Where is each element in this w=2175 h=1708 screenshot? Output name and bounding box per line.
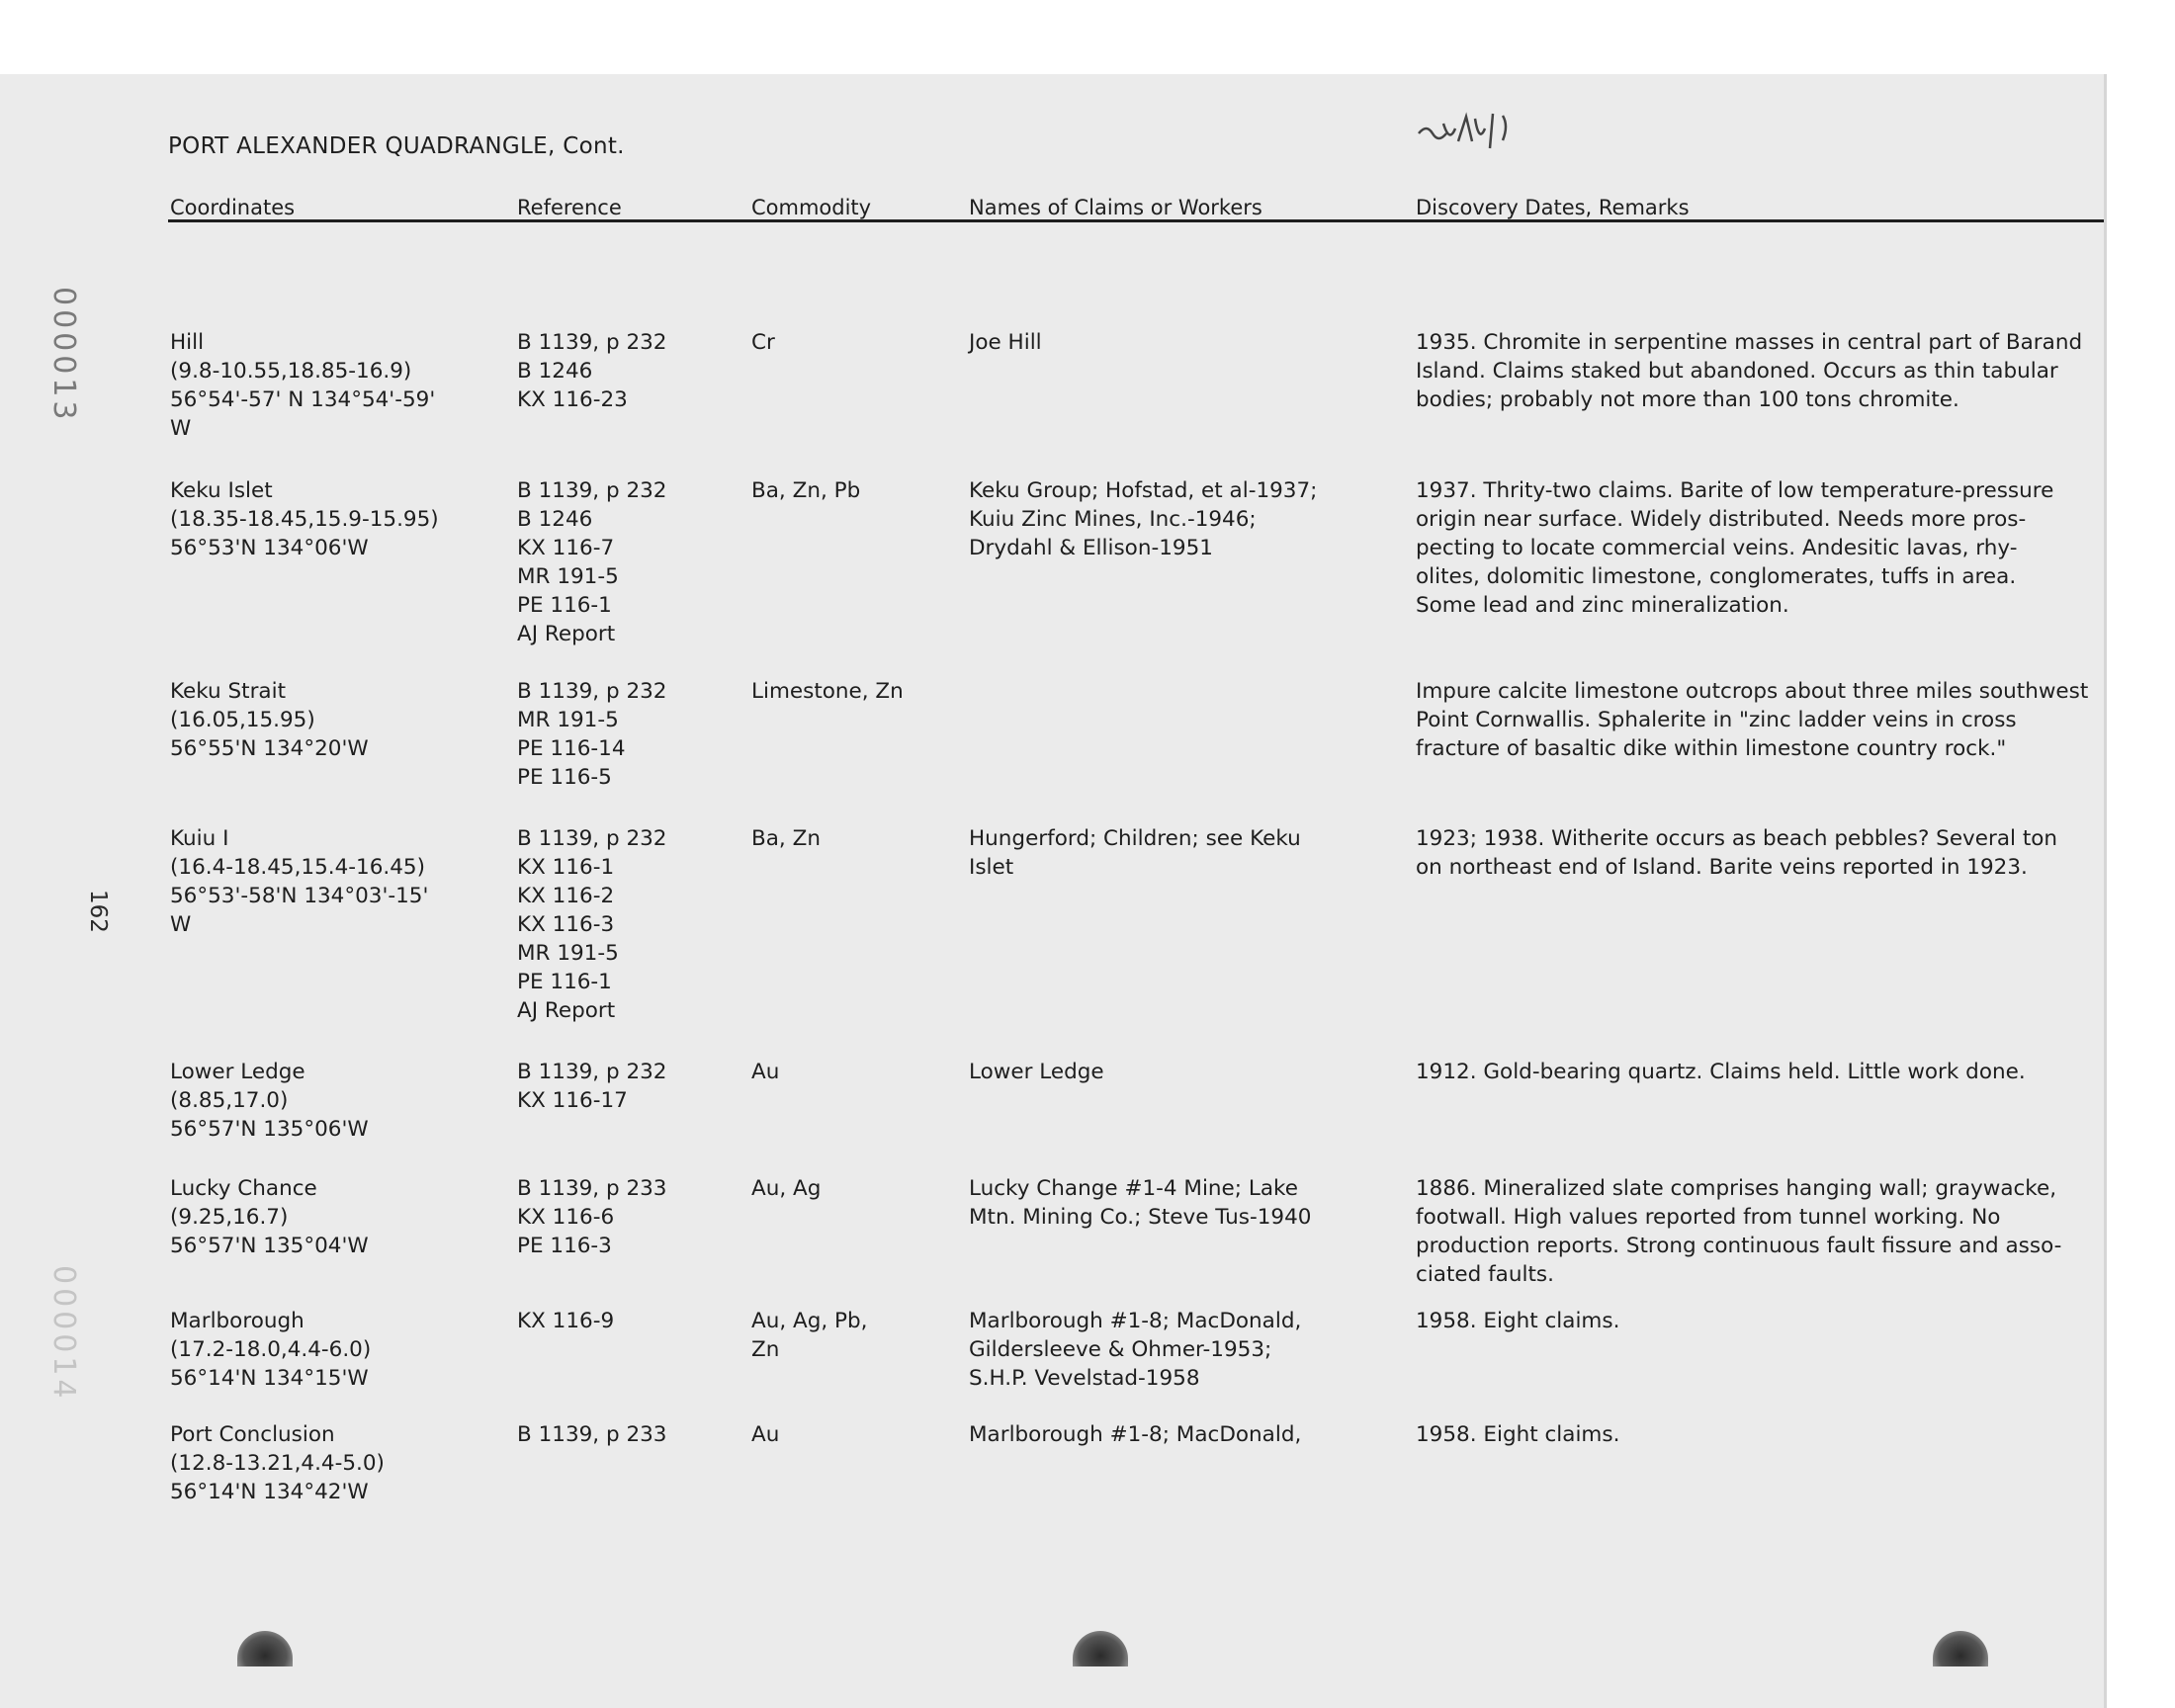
cell-reference [517,1420,667,1449]
cell-remarks [1416,824,2175,882]
cell-line: KX 116-9 [517,1309,615,1333]
cell-line: Hill [170,330,205,355]
cell-line: B 1139, p 232 [517,679,667,704]
archive-stamp-top: 000013 [46,287,81,424]
cell-commodity [751,476,860,505]
cell-line: Lower Ledge [969,1060,1104,1084]
cell-line: Impure calcite limestone outcrops about three miles southwest [1416,679,2089,704]
cell-line: KX 116-2 [517,884,615,908]
cell-line: Marlborough #1-8; MacDonald, [969,1422,1302,1447]
cell-line: Lucky Change #1-4 Mine; Lake [969,1176,1298,1201]
page-number: 162 [85,890,111,933]
cell-line: (9.8-10.55,18.85-16.9) [170,359,412,384]
cell-reference [517,476,667,648]
header-coordinates: Coordinates [170,196,296,219]
cell-line: Marlborough #1-8; MacDonald, [969,1309,1302,1333]
cell-line: B 1246 [517,359,593,384]
cell-line: on northeast end of Island. Barite veins reported in 1923. [1416,855,2028,880]
cell-line: Joe Hill [969,330,1042,355]
cell-line: Au [751,1060,780,1084]
cell-commodity [751,328,775,357]
header-remarks: Discovery Dates, Remarks [1416,196,1690,219]
cell-reference [517,1174,667,1260]
cell-line: (9.25,16.7) [170,1205,289,1230]
cell-line: Ba, Zn, Pb [751,478,861,503]
header-rule [168,219,2104,222]
cell-line: 56°14'N 134°15'W [170,1366,369,1391]
cell-remarks [1416,1174,2175,1289]
cell-reference [517,1058,667,1115]
cell-line: Kuiu I [170,826,229,851]
cell-line: B 1139, p 233 [517,1176,667,1201]
cell-line: 56°54'-57' N 134°54'-59' [170,387,436,412]
cell-line: PE 116-5 [517,765,612,790]
cell-line: KX 116-7 [517,536,615,560]
cell-line: 56°53'N 134°06'W [170,536,369,560]
cell-coordinates [170,1058,369,1144]
cell-commodity [751,1058,779,1086]
cell-line: KX 116-1 [517,855,615,880]
cell-line: B 1139, p 232 [517,1060,667,1084]
cell-line: Lucky Chance [170,1176,317,1201]
cell-coordinates [170,328,435,443]
cell-line: Kuiu Zinc Mines, Inc.-1946; [969,507,1257,532]
cell-line: MR 191-5 [517,708,619,732]
header-commodity: Commodity [751,196,872,219]
cell-line: KX 116-6 [517,1205,615,1230]
cell-line: B 1139, p 232 [517,330,667,355]
cell-line: KX 116-17 [517,1088,628,1113]
cell-line: (12.8-13.21,4.4-5.0) [170,1451,385,1476]
cell-line: 56°53'-58'N 134°03'-15' [170,884,429,908]
cell-line: MR 191-5 [517,564,619,589]
cell-line: bodies; probably not more than 100 tons chromite. [1416,387,1959,412]
cell-line: olites, dolomitic limestone, conglomerates, tuffs in area. [1416,564,2017,589]
cell-line: W [170,416,192,441]
cell-reference [517,1307,614,1335]
cell-line: (17.2-18.0,4.4-6.0) [170,1337,372,1362]
cell-line: AJ Report [517,998,616,1023]
cell-line: fracture of basaltic dike within limestone country rock." [1416,736,2007,761]
cell-line: AJ Report [517,622,616,646]
cell-line: Point Cornwallis. Sphalerite in "zinc ladder veins in cross [1416,708,2017,732]
cell-commodity [751,677,904,706]
cell-line: Cr [751,330,775,355]
cell-names [969,476,1317,562]
cell-coordinates [170,1174,369,1260]
cell-line: PE 116-1 [517,970,612,994]
cell-line: Marlborough [170,1309,304,1333]
cell-line: KX 116-23 [517,387,628,412]
cell-line: 1912. Gold-bearing quartz. Claims held. Little work done. [1416,1060,2026,1084]
cell-line: (18.35-18.45,15.9-15.95) [170,507,439,532]
cell-remarks [1416,1307,2175,1335]
cell-line: W [170,912,192,937]
cell-line: B 1139, p 232 [517,826,667,851]
cell-line: pecting to locate commercial veins. Andesitic lavas, rhy- [1416,536,2018,560]
cell-line: Au, Ag [751,1176,822,1201]
cell-coordinates [170,1420,385,1506]
cell-line: 1958. Eight claims. [1416,1422,1620,1447]
cell-remarks [1416,1058,2175,1086]
cell-line: Some lead and zinc mineralization. [1416,593,1789,618]
cell-line: B 1139, p 233 [517,1422,667,1447]
cell-names [969,1174,1311,1232]
cell-line: footwall. High values reported from tunnel working. No [1416,1205,2001,1230]
cell-line: Keku Group; Hofstad, et al-1937; [969,478,1318,503]
cell-line: 56°57'N 135°06'W [170,1117,369,1142]
cell-line: Drydahl & Ellison-1951 [969,536,1213,560]
cell-commodity [751,1307,867,1364]
cell-line: Limestone, Zn [751,679,904,704]
page-title: PORT ALEXANDER QUADRANGLE, Cont. [168,133,625,159]
cell-line: 1886. Mineralized slate comprises hanging wall; graywacke, [1416,1176,2057,1201]
cell-line: PE 116-3 [517,1234,612,1258]
cell-reference [517,328,667,414]
cell-line: 56°57'N 135°04'W [170,1234,369,1258]
cell-remarks [1416,328,2175,414]
cell-names [969,328,1042,357]
cell-line: 1937. Thrity-two claims. Barite of low temperature-pressure [1416,478,2054,503]
cell-commodity [751,1174,821,1203]
cell-commodity [751,1420,779,1449]
cell-line: Port Conclusion [170,1422,335,1447]
cell-line: 56°14'N 134°42'W [170,1480,369,1504]
cell-line: Lower Ledge [170,1060,305,1084]
cell-line: production reports. Strong continuous fault fissure and asso- [1416,1234,2062,1258]
cell-line: (16.4-18.45,15.4-16.45) [170,855,425,880]
cell-line: Hungerford; Children; see Keku [969,826,1301,851]
signature-mark [1414,104,1542,163]
cell-line: KX 116-3 [517,912,615,937]
header-reference: Reference [517,196,622,219]
cell-line: Keku Strait [170,679,287,704]
cell-line: Island. Claims staked but abandoned. Occurs as thin tabular [1416,359,2058,384]
cell-line: S.H.P. Vevelstad-1958 [969,1366,1200,1391]
cell-line: Zn [751,1337,780,1362]
cell-line: B 1139, p 232 [517,478,667,503]
cell-remarks [1416,677,2175,763]
cell-line: Keku Islet [170,478,273,503]
cell-coordinates [170,824,428,939]
cell-line: PE 116-14 [517,736,626,761]
cell-line: (16.05,15.95) [170,708,315,732]
cell-coordinates [170,1307,371,1393]
cell-reference [517,824,667,1025]
cell-line: PE 116-1 [517,593,612,618]
cell-coordinates [170,476,439,562]
cell-line: Au, Ag, Pb, [751,1309,868,1333]
cell-remarks [1416,476,2175,620]
cell-names [969,824,1301,882]
cell-line: 56°55'N 134°20'W [170,736,369,761]
cell-remarks [1416,1420,2175,1449]
cell-line: 1935. Chromite in serpentine masses in central part of Barand [1416,330,2083,355]
archive-stamp-bottom: 000014 [46,1265,81,1403]
header-names: Names of Claims or Workers [969,196,1262,219]
cell-names [969,1307,1301,1393]
cell-line: 1958. Eight claims. [1416,1309,1620,1333]
cell-line: origin near surface. Widely distributed. Needs more pros- [1416,507,2027,532]
cell-reference [517,677,667,792]
cell-line: B 1246 [517,507,593,532]
cell-line: Ba, Zn [751,826,821,851]
cell-names [969,1420,1301,1449]
cell-line: MR 191-5 [517,941,619,966]
cell-line: Au [751,1422,780,1447]
cell-line: Mtn. Mining Co.; Steve Tus-1940 [969,1205,1312,1230]
cell-commodity [751,824,821,853]
cell-line: Gildersleeve & Ohmer-1953; [969,1337,1272,1362]
cell-coordinates [170,677,369,763]
cell-line: Islet [969,855,1014,880]
cell-line: (8.85,17.0) [170,1088,289,1113]
cell-line: 1923; 1938. Witherite occurs as beach pebbles? Several ton [1416,826,2058,851]
cell-line: ciated faults. [1416,1262,1554,1287]
cell-names [969,1058,1104,1086]
